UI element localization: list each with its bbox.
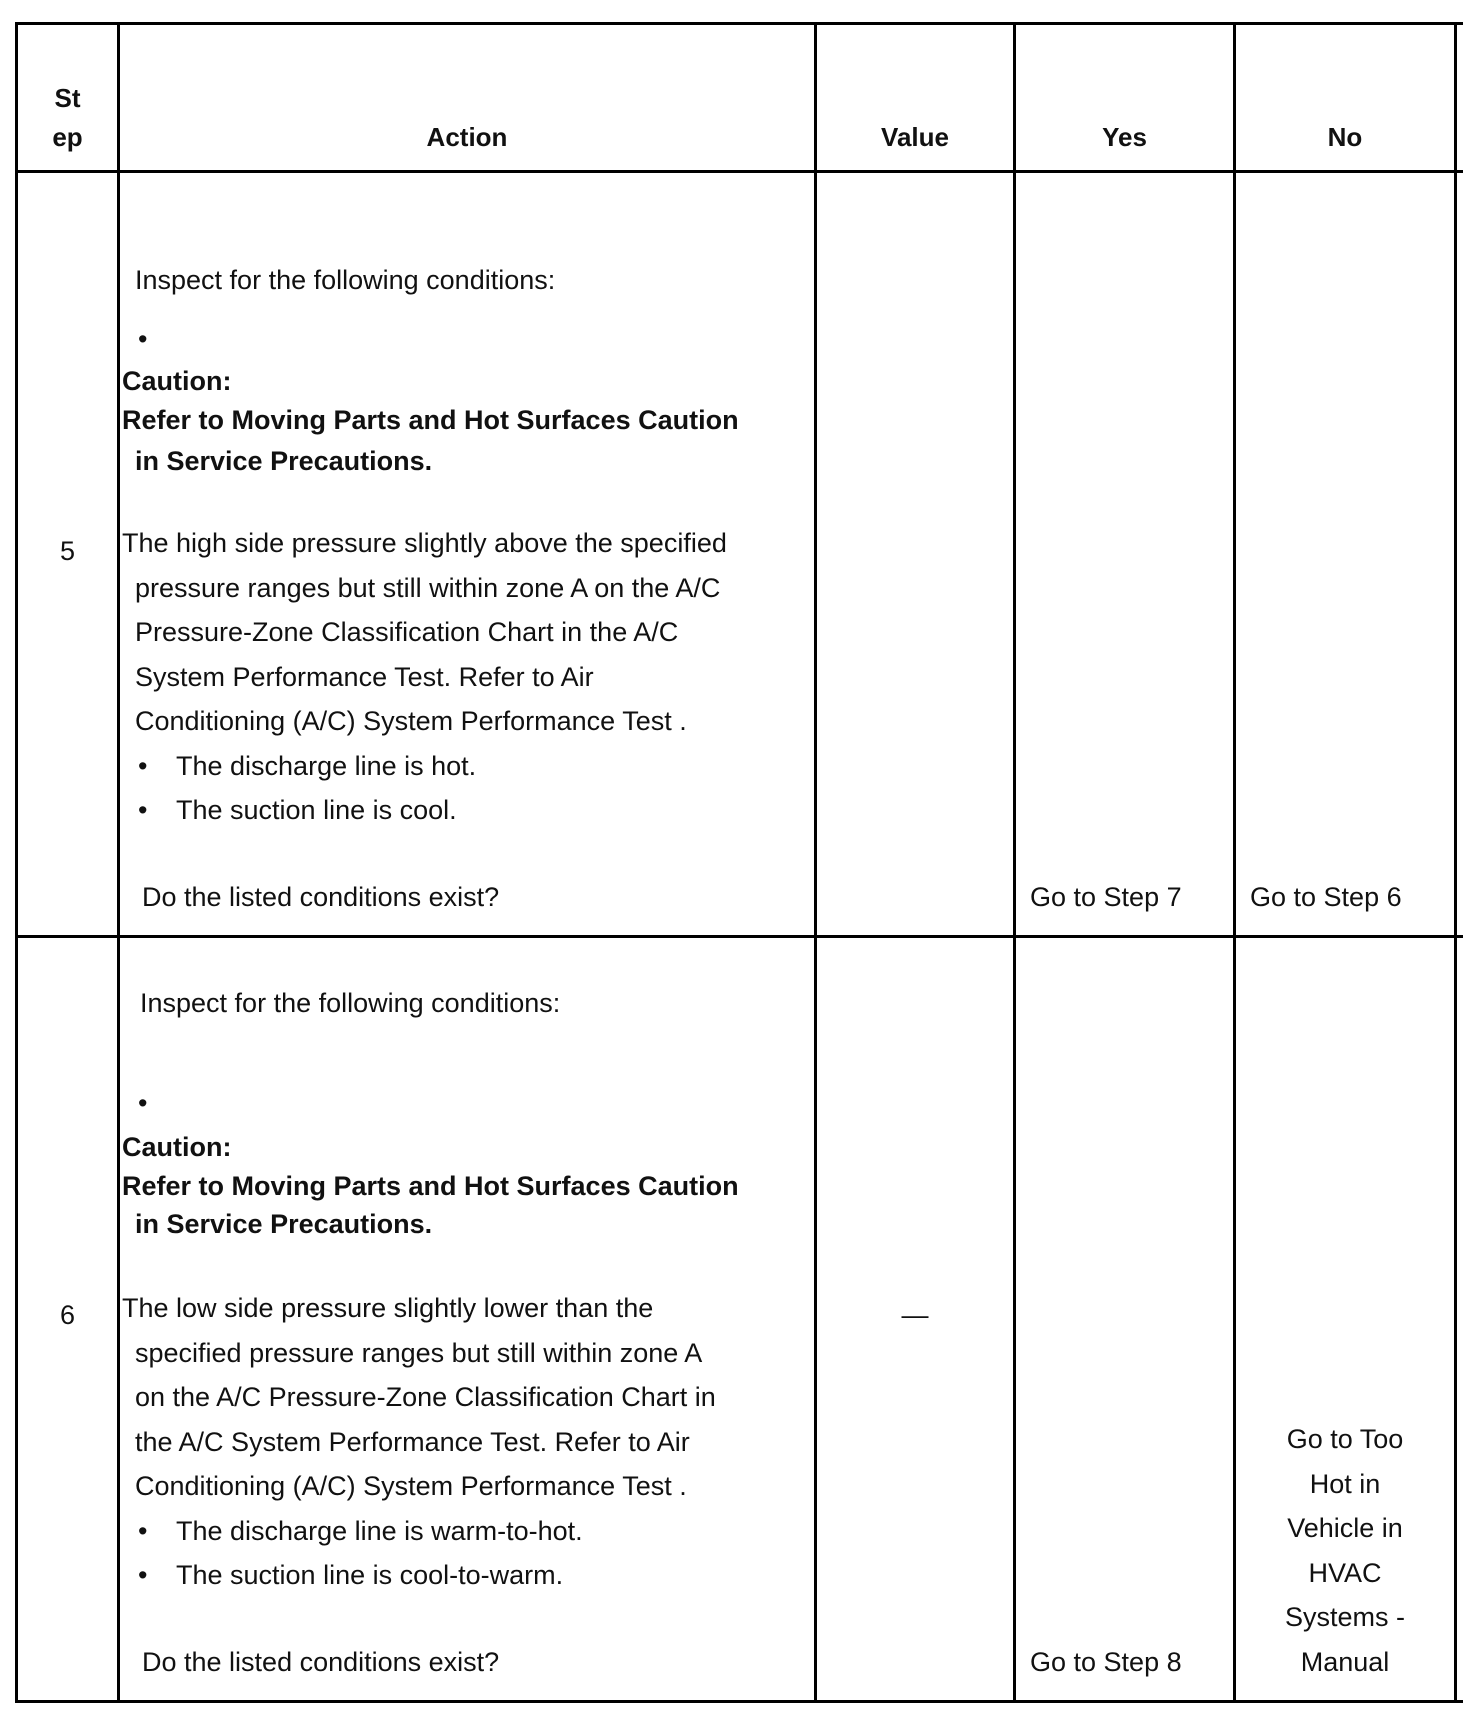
condition-bullet: The discharge line is hot.: [176, 751, 477, 781]
table-border-top: [15, 22, 1463, 25]
caution-text-line2: in Service Precautions.: [135, 1209, 433, 1239]
no-action-line: Vehicle in: [1287, 1513, 1403, 1543]
yes-action: Go to Step 8: [1030, 1647, 1182, 1677]
body-line: pressure ranges but still within zone A on the A/C: [135, 573, 721, 603]
header-step-line2: ep: [52, 122, 83, 152]
bullet-marker: •: [138, 324, 148, 354]
caution-text-line1: Refer to Moving Parts and Hot Surfaces Caution: [122, 405, 739, 435]
bullet-marker: •: [138, 1560, 148, 1590]
no-action: Go to Step 6: [1250, 882, 1402, 912]
body-line: The low side pressure slightly lower than the: [122, 1293, 654, 1323]
body-line: on the A/C Pressure-Zone Classification Chart in: [135, 1382, 716, 1412]
bullet-marker: •: [138, 795, 148, 825]
bullet-marker: •: [138, 1088, 148, 1118]
col-divider-action: [814, 22, 817, 1703]
body-line: Conditioning (A/C) System Performance Test .: [135, 706, 687, 736]
no-action-line: Manual: [1300, 1647, 1390, 1677]
condition-bullet: The suction line is cool-to-warm.: [176, 1560, 564, 1590]
yes-action: Go to Step 7: [1030, 882, 1182, 912]
header-yes: Yes: [1102, 122, 1147, 152]
body-line: System Performance Test. Refer to Air: [135, 662, 594, 692]
caution-label: Caution:: [122, 1132, 232, 1162]
inspect-intro: Inspect for the following conditions:: [135, 265, 556, 295]
caution-label: Caution:: [122, 366, 232, 396]
condition-bullet: The suction line is cool.: [176, 795, 457, 825]
no-action-line: Go to Too: [1286, 1424, 1404, 1454]
col-divider-step: [117, 22, 120, 1703]
caution-text-line1: Refer to Moving Parts and Hot Surfaces Caution: [122, 1171, 739, 1201]
step-number: 5: [59, 536, 76, 566]
question-text: Do the listed conditions exist?: [142, 882, 500, 912]
no-action-line: Hot in: [1309, 1469, 1381, 1499]
condition-bullet: The discharge line is warm-to-hot.: [176, 1516, 583, 1546]
col-divider-value: [1013, 22, 1016, 1703]
body-line: The high side pressure slightly above the specified: [122, 528, 727, 558]
header-action: Action: [426, 122, 508, 152]
header-divider: [15, 170, 1463, 173]
value-cell: —: [901, 1300, 929, 1330]
no-action-line: Systems -: [1284, 1602, 1405, 1632]
caution-text-line2: in Service Precautions.: [135, 446, 433, 476]
body-line: specified pressure ranges but still within zone A: [135, 1338, 703, 1368]
body-line: Pressure-Zone Classification Chart in the A/C: [135, 617, 679, 647]
no-action-line: HVAC: [1308, 1558, 1382, 1588]
bullet-marker: •: [138, 751, 148, 781]
header-value: Value: [881, 122, 949, 152]
inspect-intro: Inspect for the following conditions:: [140, 988, 561, 1018]
header-no: No: [1327, 122, 1363, 152]
table-border-right: [1454, 22, 1457, 1703]
table-border-left: [15, 22, 18, 1703]
row-divider: [15, 935, 1463, 938]
question-text: Do the listed conditions exist?: [142, 1647, 500, 1677]
body-line: Conditioning (A/C) System Performance Test .: [135, 1471, 687, 1501]
step-number: 6: [59, 1300, 76, 1330]
body-line: the A/C System Performance Test. Refer to Air: [135, 1427, 690, 1457]
bullet-marker: •: [138, 1516, 148, 1546]
header-step-line1: St: [54, 83, 81, 113]
table-border-bottom: [15, 1700, 1463, 1703]
